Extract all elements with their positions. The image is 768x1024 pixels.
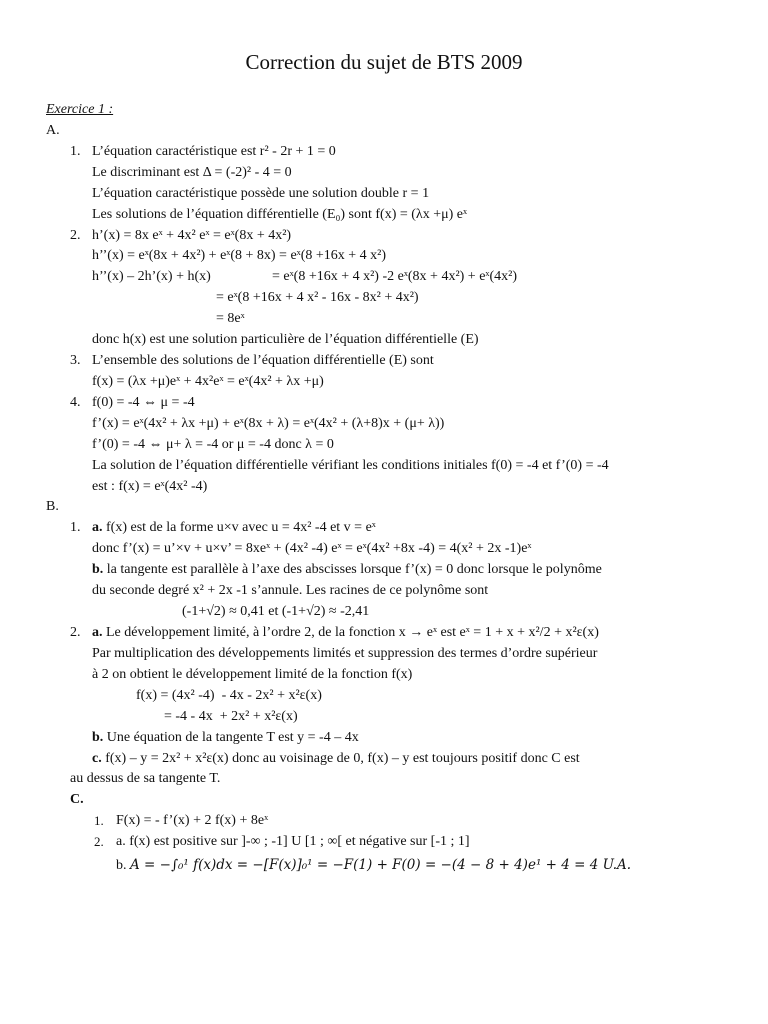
text-segment: f(x) est de la forme u×v avec u = 4x² -4 et v = eˣ [102,520,376,535]
text-segment: Une équation de la tangente T est y = -4 – 4x [103,730,359,745]
text-line: donc f’(x) = u’×v + u×v’ = 8xeˣ + (4x² -4) eˣ = eˣ(4x² +8x -4) = 4(x² + 2x -1)eˣ [92,541,532,556]
text-line: f’(0) = -4 ⇔ μ+ λ = -4 or μ = -4 donc λ = 0 [92,437,334,452]
text-line: h’’(x) = eˣ(8x + 4x²) + eˣ(8 + 8x) = eˣ(8 +16x + 4 x²) [92,248,387,263]
list-number: 2. [70,625,81,640]
text-line: (-1+√2) ≈ 0,41 et (-1+√2) ≈ -2,41 [182,604,370,619]
text-line: L’équation caractéristique est r² - 2r + 1 = 0 [92,144,336,159]
text-line: au dessus de sa tangente T. [70,771,221,786]
text-segment: f(x) – y = 2x² + x²ε(x) donc au voisinage de 0, f(x) – y est toujours positif donc C est [101,751,580,766]
text-line: = eˣ(8 +16x + 4 x² - 16x - 8x² + 4x²) [216,290,419,305]
list-number: 3. [70,353,81,368]
list-number: 2. [94,834,104,849]
exercise-heading: Exercice 1 : [46,102,114,117]
text-line: f(x) = (λx +μ)eˣ + 4x²eˣ = eˣ(4x² + λx +μ) [92,374,324,389]
text-line: = eˣ(8 +16x + 4 x²) -2 eˣ(8x + 4x²) + eˣ(4x²) [272,269,517,284]
text-line: Par multiplication des développements limités et suppression des termes d’ordre supérieur [92,646,598,661]
list-number: 1. [94,813,104,828]
text-line: à 2 on obtient le développement limité de la fonction f(x) [92,667,413,682]
text-line: La solution de l’équation différentielle vérifiant les conditions initiales f(0) = -4 et f’(0) = -4 [92,458,609,473]
text-line: est : f(x) = eˣ(4x² -4) [92,479,208,494]
list-number: 1. [70,520,81,535]
text-line: Le discriminant est Δ = (-2)² - 4 = 0 [92,165,292,180]
list-number: 1. [70,144,81,159]
text-line: a. f(x) est positive sur ]-∞ ; -1] U [1 ; ∞[ et négative sur [-1 ; 1] [116,834,470,849]
text-line [92,561,602,579]
text-line: f’(x) = eˣ(4x² + λx +μ) + eˣ(8x + λ) = eˣ(4x² + (λ+8)x + (μ+ λ)) [92,416,445,431]
text-line: donc h(x) est une solution particulière de l’équation différentielle (E) [92,332,479,347]
page-title: Correction du sujet de BTS 2009 [245,50,523,74]
text-line [92,624,599,642]
text-line [92,519,376,537]
text-line: F(x) = - f’(x) + 2 f(x) + 8eˣ [116,813,269,828]
sub-label: b. [92,730,104,745]
text-line: = -4 - 4x + 2x² + x²ε(x) [164,709,298,724]
text-line: Les solutions de l’équation différentielle (E₀) sont f(x) = (λx +μ) eˣ [92,207,468,222]
text-line: h’’(x) – 2h’(x) + h(x) [92,269,211,284]
math-formula: A = −∫₀¹ f(x)dx = −[F(x)]₀¹ = −F(1) + F(0) = −(4 − 8 + 4)e¹ + 4 = 4 U.A. [130,857,632,873]
sub-label: a. [92,520,103,535]
text-segment: la tangente est parallèle à l’axe des abscisses lorsque f’(x) = 0 donc lorsque le polynôme [103,562,602,577]
text-segment: Le développement limité, à l’ordre 2, de la fonction x → eˣ est eˣ = 1 + x + x²/2 + x²ε(x) [102,625,599,640]
sub-label: a. [92,625,103,640]
text-line [92,729,359,747]
text-line: = 8eˣ [216,311,245,326]
part-b-label: B. [46,499,59,514]
list-number: 2. [70,228,81,243]
text-line [92,750,580,768]
text-line: f(x) = (4x² -4) - 4x - 2x² + x²ε(x) [136,688,322,703]
text-line: L’équation caractéristique possède une solution double r = 1 [92,186,430,201]
text-line: f(0) = -4 ⇔ μ = -4 [92,395,195,410]
part-c-label [70,791,84,809]
sub-label: b. [116,858,127,873]
text-line [116,856,631,875]
text-line: L’ensemble des solutions de l’équation différentielle (E) sont [92,353,434,368]
sub-label: b. [92,562,104,577]
part-a-label: A. [46,123,60,138]
list-number: 4. [70,395,81,410]
text-line: du seconde degré x² + 2x -1 s’annule. Les racines de ce polynôme sont [92,583,489,598]
part-c-label-text: C. [70,792,84,807]
sub-label: c. [92,751,102,766]
text-line: h’(x) = 8x eˣ + 4x² eˣ = eˣ(8x + 4x²) [92,228,292,243]
